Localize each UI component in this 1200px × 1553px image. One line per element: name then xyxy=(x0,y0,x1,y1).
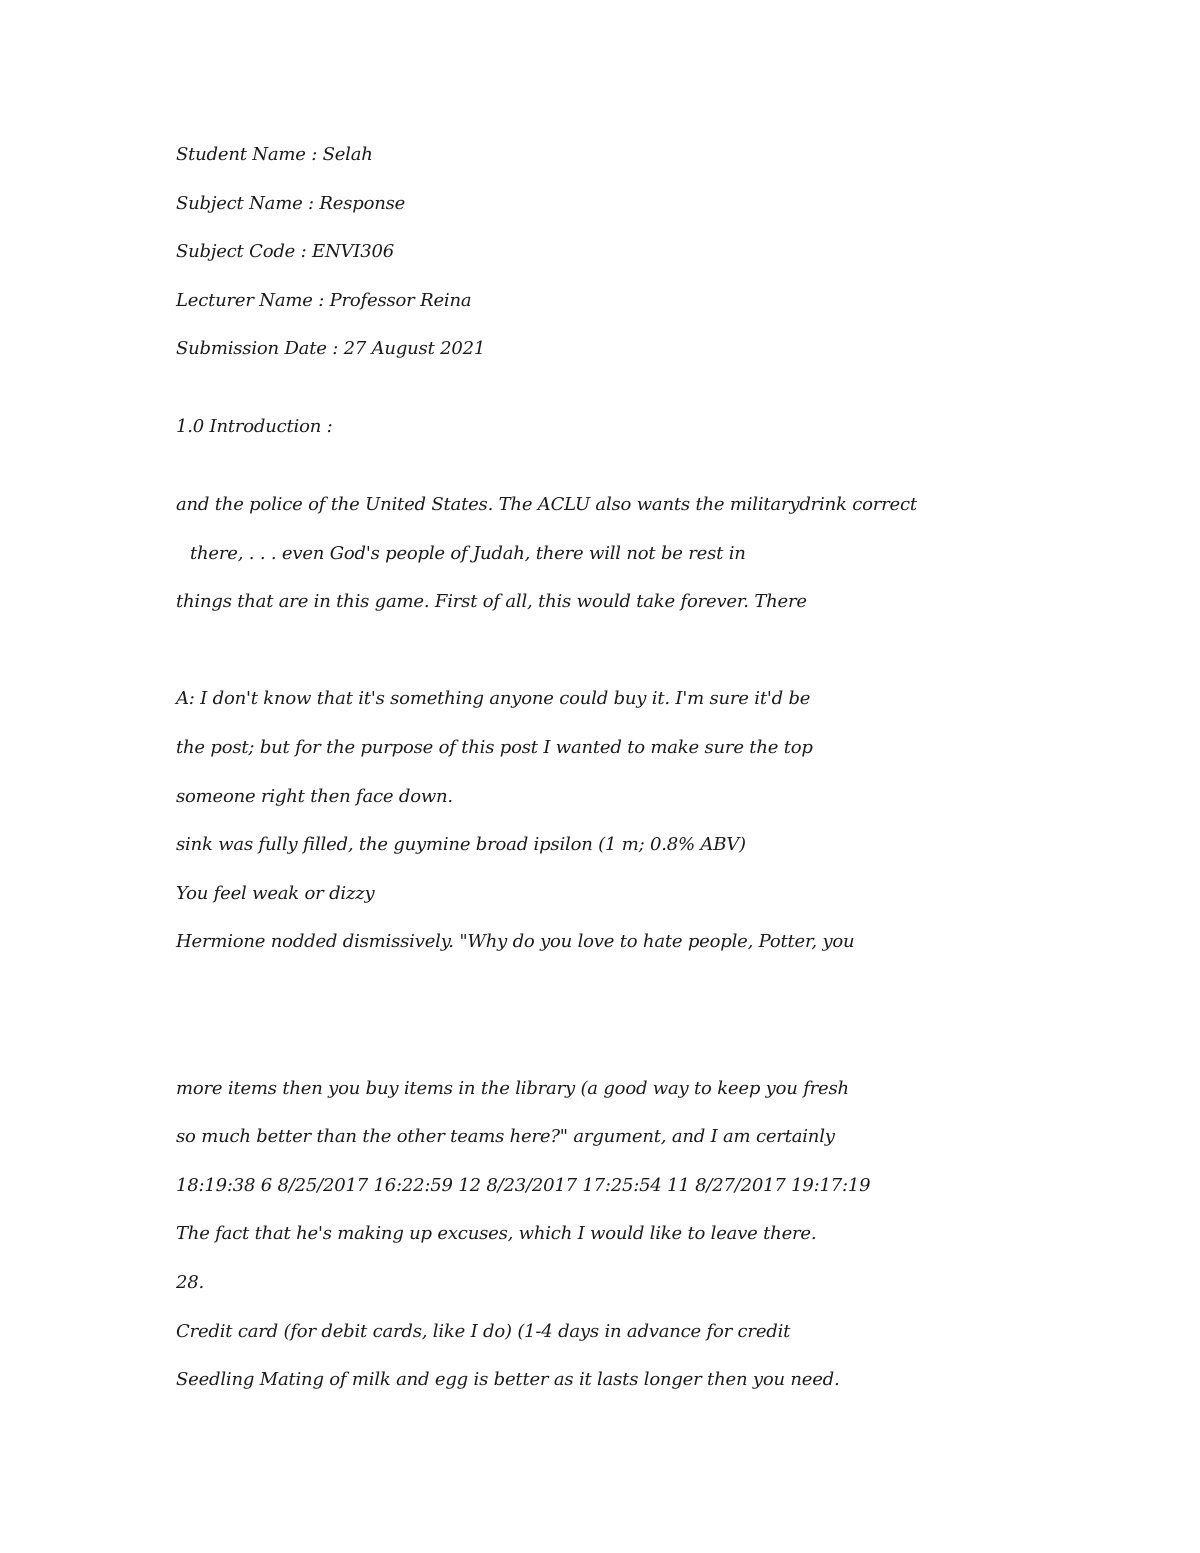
body-line: and the police of the United States. The ACLU also wants the militarydrink correct xyxy=(176,494,917,515)
lecturer-name: Lecturer Name : Professor Reina xyxy=(176,290,472,311)
body-line: The fact that he's making up excuses, which I would like to leave there. xyxy=(176,1223,817,1244)
student-name: Student Name : Selah xyxy=(176,144,373,165)
body-line: Credit card (for debit cards, like I do) (1-4 days in advance for credit xyxy=(176,1321,791,1342)
body-line: sink was fully filled, the guymine broad ipsilon (1 m; 0.8% ABV) xyxy=(176,834,746,855)
section-heading: 1.0 Introduction : xyxy=(176,416,333,437)
body-line: the post; but for the purpose of this post I wanted to make sure the top xyxy=(176,737,813,758)
body-line: there, . . . even God's people of Judah, there will not be rest in xyxy=(190,543,746,564)
body-line: so much better than the other teams here?" argument, and I am certainly xyxy=(176,1126,835,1147)
body-line: 28. xyxy=(176,1272,205,1293)
submission-date: Submission Date : 27 August 2021 xyxy=(176,338,486,359)
body-line: 18:19:38 6 8/25/2017 16:22:59 12 8/23/2017 17:25:54 11 8/27/2017 19:17:19 xyxy=(176,1175,871,1196)
body-line: things that are in this game. First of all, this would take forever. There xyxy=(176,591,807,612)
body-line: Hermione nodded dismissively. "Why do you love to hate people, Potter, you xyxy=(176,931,855,952)
body-line: A: I don't know that it's something anyone could buy it. I'm sure it'd be xyxy=(176,688,811,709)
subject-code: Subject Code : ENVI306 xyxy=(176,241,394,262)
subject-name: Subject Name : Response xyxy=(176,193,406,214)
body-line: You feel weak or dizzy xyxy=(176,883,375,904)
body-line: someone right then face down. xyxy=(176,786,453,807)
body-line: Seedling Mating of milk and egg is better as it lasts longer then you need. xyxy=(176,1369,840,1390)
body-line: more items then you buy items in the library (a good way to keep you fresh xyxy=(176,1078,849,1099)
